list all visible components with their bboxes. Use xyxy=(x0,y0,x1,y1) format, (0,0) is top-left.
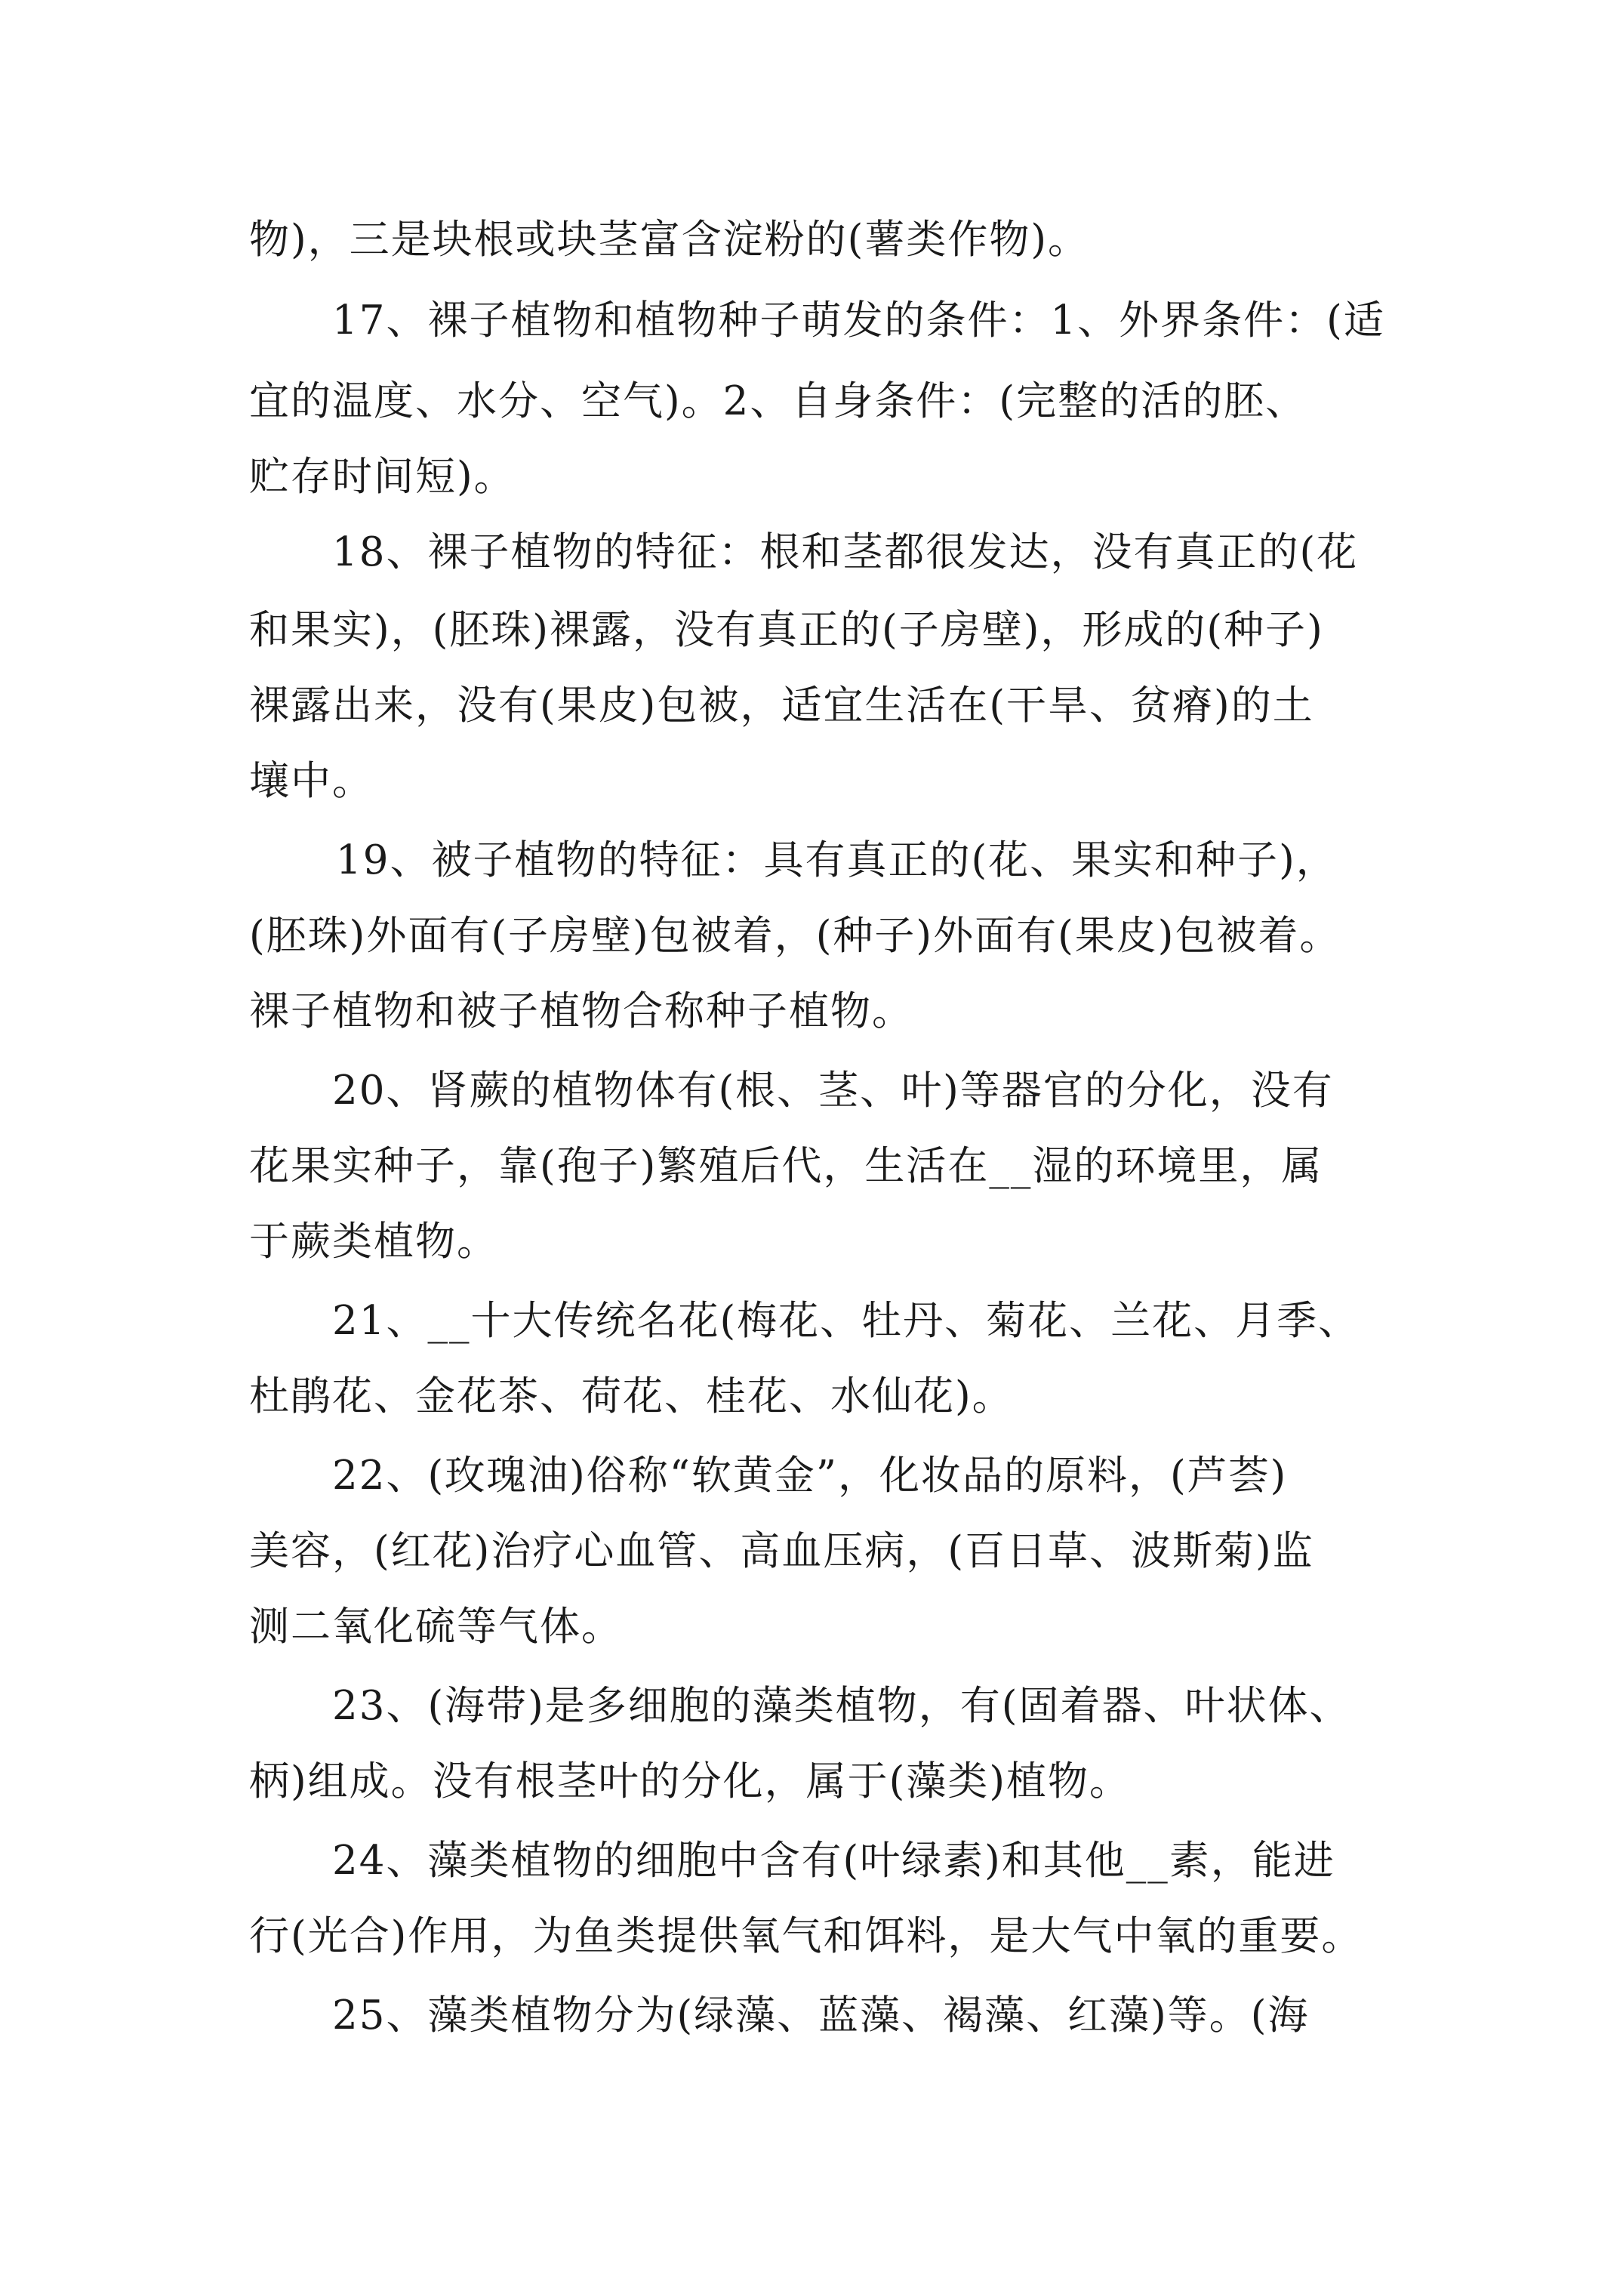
text-line: 行(光合)作用，为鱼类提供氧气和饵料，是大气中氧的重要。 xyxy=(249,1913,1363,1959)
text-line: 贮存时间短)。 xyxy=(249,454,516,500)
text-line: 25、藻类植物分为(绿藻、蓝藻、褐藻、红藻)等。(海 xyxy=(332,1992,1310,2039)
text-line: 测二氧化硫等气体。 xyxy=(249,1604,623,1650)
text-line: 23、(海带)是多细胞的藻类植物，有(固着器、叶状体、 xyxy=(332,1683,1351,1729)
text-line: 于蕨类植物。 xyxy=(249,1219,498,1265)
text-line: 22、(玫瑰油)俗称“软黄金”，化妆品的原料，(芦荟) xyxy=(332,1453,1288,1499)
text-line: 19、被子植物的特征：具有真正的(花、果实和种子)， xyxy=(336,837,1338,883)
text-line: 美容，(红花)治疗心血管、高血压病，(百日草、波斯菊)监 xyxy=(249,1528,1314,1574)
text-line: 21、__十大传统名花(梅花、牡丹、菊花、兰花、月季、 xyxy=(332,1298,1360,1344)
text-line: 裸露出来，没有(果皮)包被，适宜生活在(干旱、贫瘠)的土 xyxy=(249,683,1314,729)
text-line: 24、藻类植物的细胞中含有(叶绿素)和其他__素，能进 xyxy=(332,1838,1335,1884)
text-line: 裸子植物和被子植物合称种子植物。 xyxy=(249,988,913,1034)
text-line: (胚珠)外面有(子房壁)包被着，(种子)外面有(果皮)包被着。 xyxy=(249,913,1341,959)
text-line: 杜鹃花、金花茶、荷花、桂花、水仙花)。 xyxy=(249,1373,1014,1419)
text-line: 壤中。 xyxy=(249,758,374,804)
text-line: 花果实种子，靠(孢子)繁殖后代，生活在__湿的环境里，属 xyxy=(249,1143,1323,1189)
text-line: 20、肾蕨的植物体有(根、茎、叶)等器官的分化，没有 xyxy=(332,1068,1334,1114)
text-line: 柄)组成。没有根茎叶的分化，属于(藻类)植物。 xyxy=(249,1758,1132,1804)
text-line: 17、裸子植物和植物种子萌发的条件：1、外界条件：(适 xyxy=(332,297,1385,344)
text-line: 宜的温度、水分、空气)。2、自身条件：(完整的活的胚、 xyxy=(249,378,1307,424)
text-line: 和果实)，(胚珠)裸露，没有真正的(子房壁)，形成的(种子) xyxy=(249,607,1324,653)
text-line: 物)，三是块根或块茎富含淀粉的(薯类作物)。 xyxy=(249,217,1090,263)
text-line: 18、裸子植物的特征：根和茎都很发达，没有真正的(花 xyxy=(332,529,1359,575)
